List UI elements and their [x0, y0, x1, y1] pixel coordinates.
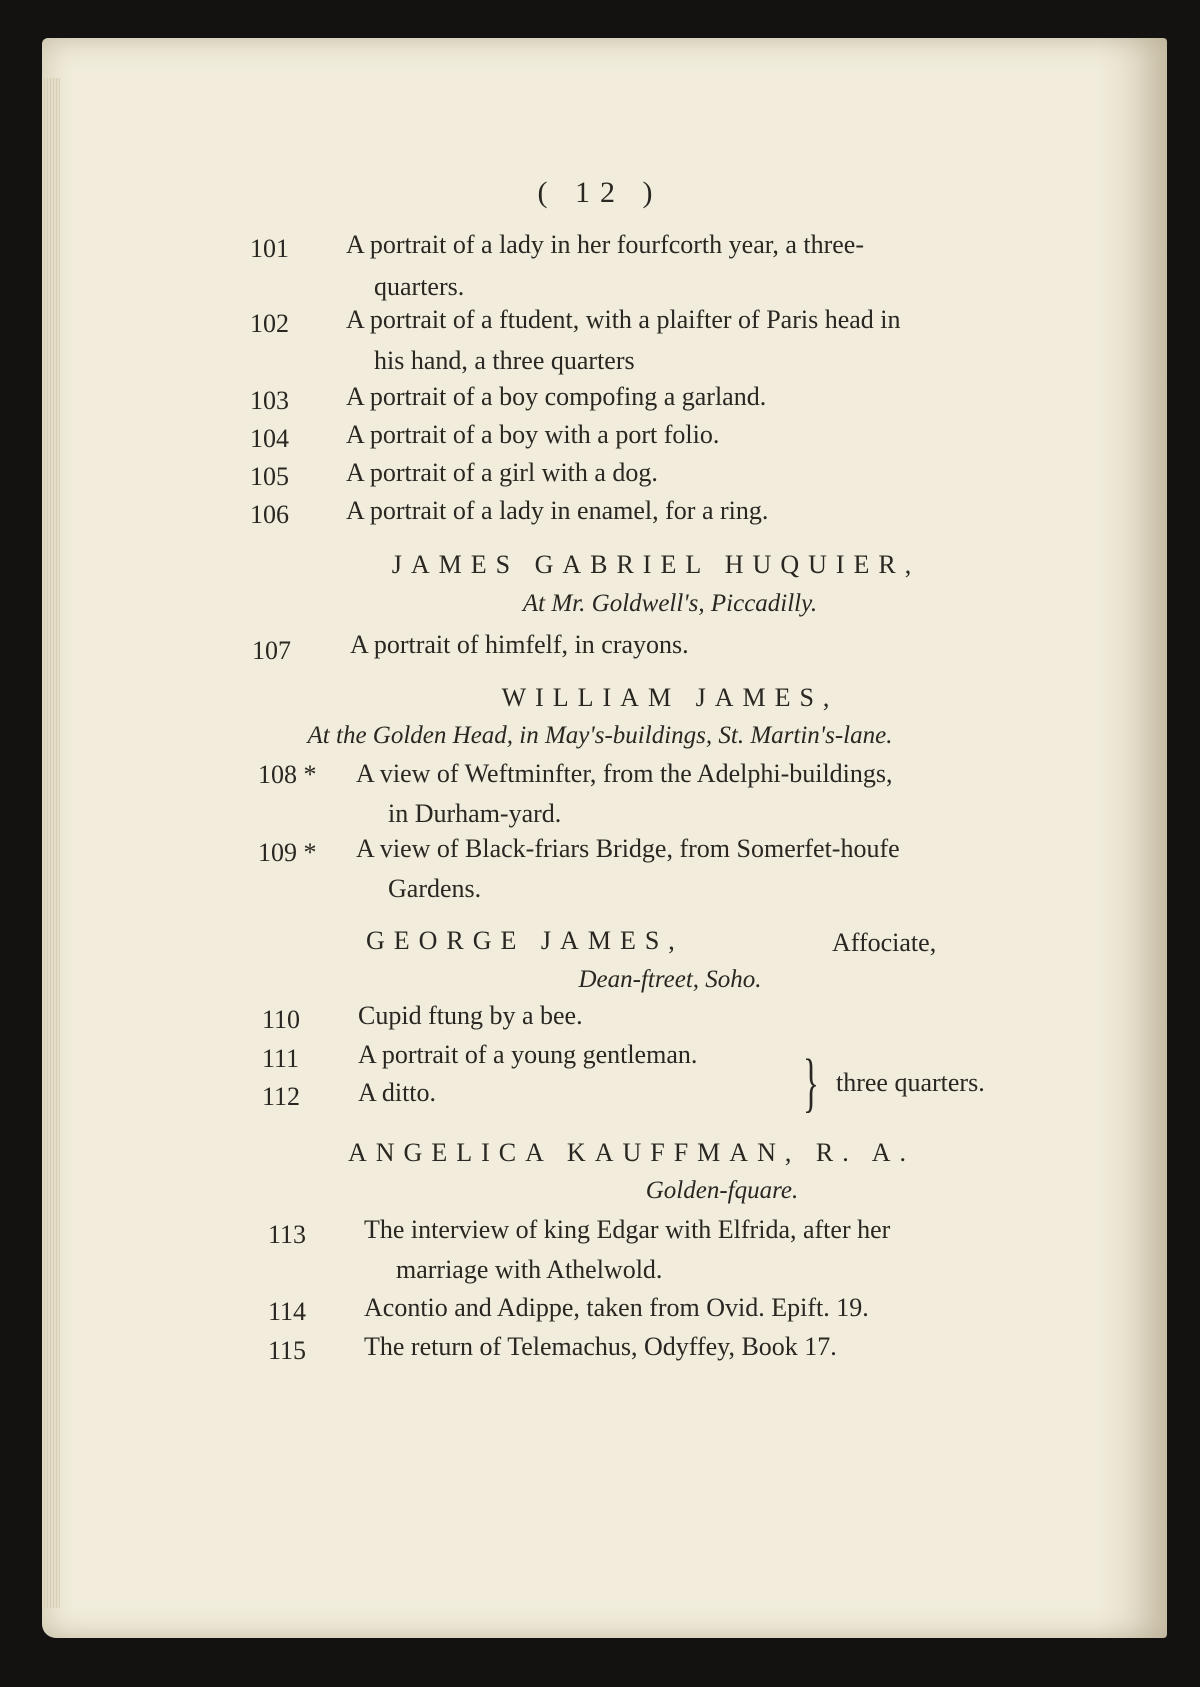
artist-name: GEORGE JAMES, [366, 926, 684, 955]
entry-text: A portrait of a lady in enamel, for a ring. [346, 496, 769, 525]
entry-number: 102 [250, 309, 289, 338]
entry-text: A view of Weftminfter, from the Adelphi-buildings, [356, 759, 893, 788]
artist-address: Dean-ftreet, Soho. [578, 966, 762, 993]
entry-number: 114 [268, 1297, 307, 1326]
artist-address: At Mr. Goldwell's, Piccadilly. [522, 590, 818, 617]
entry-text: The return of Telemachus, Odyffey, Book 17. [364, 1332, 837, 1361]
entry-number: 115 [268, 1336, 307, 1365]
page-leaves [42, 78, 60, 1608]
entry-text: A portrait of a boy with a port folio. [346, 420, 720, 449]
page-number: ( 12 ) [537, 176, 663, 209]
artist-address: At the Golden Head, in May's-buildings, St. Martin's-lane. [307, 722, 893, 749]
entry-text: A portrait of a ftudent, with a plaifter of Paris head in [346, 305, 901, 334]
entry-text: A portrait of a lady in her fourfcorth year, a three- [346, 230, 865, 259]
entry-number: 107 [252, 636, 291, 665]
entry-number: 101 [250, 234, 289, 263]
entry-number: 111 [262, 1044, 300, 1073]
artist-name: JAMES GABRIEL HUQUIER, [391, 550, 921, 579]
entry-number: 113 [268, 1220, 307, 1249]
entry-number: 105 [250, 462, 289, 491]
entry-text: A ditto. [358, 1078, 437, 1107]
artist-address: Golden-fquare. [645, 1177, 799, 1204]
entry-number: 108 * [258, 760, 317, 789]
entry-number: 109 * [258, 838, 317, 867]
entry-text: The interview of king Edgar with Elfrida, after her [364, 1215, 891, 1244]
entry-number: 110 [262, 1005, 301, 1034]
entry-text: Acontio and Adippe, taken from Ovid. Epift. 19. [364, 1293, 869, 1322]
artist-name: ANGELICA KAUFFMAN, R. A. [348, 1138, 916, 1167]
entry-text-continued: Gardens. [388, 874, 482, 903]
entry-text-continued: his hand, a three quarters [374, 346, 635, 375]
page-edge-shadow [1097, 38, 1167, 1638]
entry-text-continued: in Durham-yard. [388, 799, 562, 828]
entry-text: Cupid ftung by a bee. [358, 1001, 583, 1030]
entry-number: 103 [250, 386, 289, 415]
grouping-brace: } [803, 1046, 819, 1119]
entry-text: A portrait of a girl with a dog. [346, 458, 658, 487]
artist-name: WILLIAM JAMES, [501, 683, 839, 712]
artist-title: Affociate, [832, 928, 937, 957]
entry-text: A view of Black-friars Bridge, from Somerfet-houfe [356, 834, 900, 863]
entry-text: A portrait of a young gentleman. [358, 1040, 698, 1069]
entry-number: 104 [250, 424, 289, 453]
entry-number: 106 [250, 500, 289, 529]
brace-note: three quarters. [836, 1068, 985, 1097]
entry-text: A portrait of a boy compofing a garland. [346, 382, 767, 411]
entry-number: 112 [262, 1082, 301, 1111]
entry-text: A portrait of himfelf, in crayons. [350, 630, 689, 659]
entry-text-continued: quarters. [374, 272, 465, 301]
entry-text-continued: marriage with Athelwold. [396, 1255, 663, 1284]
